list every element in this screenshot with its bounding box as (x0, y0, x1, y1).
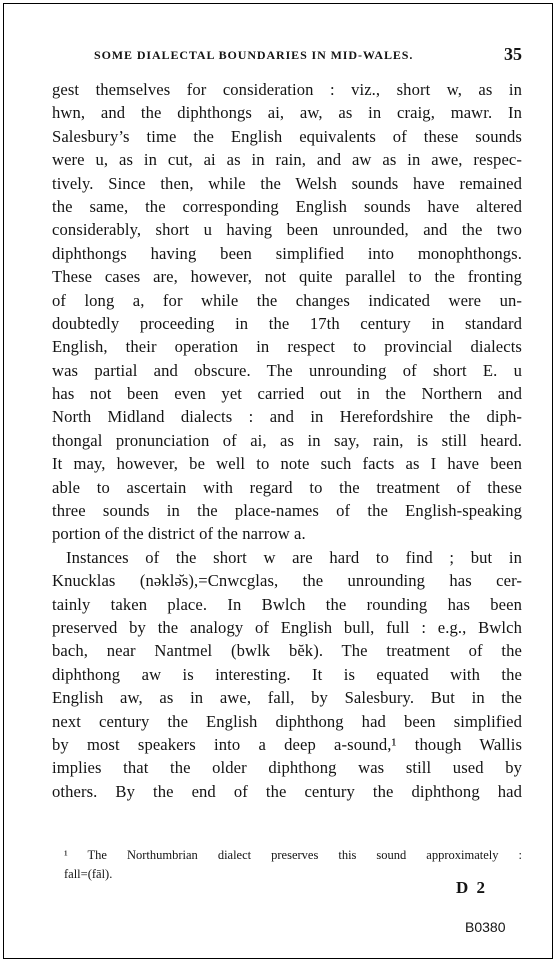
body-line: thongal pronunciation of ai, as in say, rain, is still heard. (52, 430, 522, 450)
footnote (64, 846, 522, 884)
body-line: considerably, short u having been unrounded, and the two (52, 220, 522, 240)
body-line: next century the English diphthong had been simplified (52, 711, 522, 731)
archive-id: B0380 (465, 919, 506, 935)
body-line: portion of the district of the narrow a. (52, 524, 306, 544)
body-line: implies that the older diphthong was still used by (52, 758, 522, 778)
body-line: It may, however, be well to note such facts as I have been (52, 454, 522, 474)
body-line: gest themselves for consideration : viz., short w, as in (52, 80, 522, 99)
body-line: English aw, as in awe, fall, by Salesbury. But in the (52, 688, 522, 708)
body-text (52, 78, 522, 803)
body-line: These cases are, however, not quite parallel to the fronting (52, 267, 522, 287)
running-head (94, 44, 522, 66)
body-line: of long a, for while the changes indicated were un- (52, 290, 522, 310)
body-line: Salesbury’s time the English equivalents of these sounds (52, 126, 522, 146)
body-line: by most speakers into a deep a-sound,¹ though Wallis (52, 734, 522, 754)
body-line: was partial and obscure. The unrounding of short E. u (52, 360, 522, 380)
signature-mark: D 2 (456, 878, 488, 897)
body-line: North Midland dialects : and in Herefordshire the diph- (52, 407, 522, 427)
body-line: hwn, and the diphthongs ai, aw, as in craig, mawr. In (52, 103, 522, 123)
body-line: tainly taken place. In Bwlch the rounding has been (52, 594, 522, 614)
body-line: others. By the end of the century the diphthong had (52, 781, 522, 801)
body-line: tively. Since then, while the Welsh sounds have remained (52, 173, 522, 193)
page-number: 35 (504, 44, 522, 64)
footnote-line: fall=(fāl). (64, 867, 113, 881)
body-line: were u, as in cut, ai as in rain, and aw as in awe, respec- (52, 150, 522, 170)
body-line: Knucklas (nəklə̆s),=Cnwcglas, the unrounding has cer- (52, 571, 522, 591)
body-line: diphthongs having been simplified into monophthongs. (52, 243, 522, 263)
body-line: three sounds in the place-names of the English-speaking (52, 501, 522, 521)
body-line: doubtedly proceeding in the 17th century in standard (52, 313, 522, 333)
body-line: bach, near Nantmel (bwlk bĕk). The treatment of the (52, 641, 522, 661)
body-line: Instances of the short w are hard to find ; but in (66, 547, 522, 567)
body-line: able to ascertain with regard to the treatment of these (52, 477, 522, 497)
footnote-line: ¹ The Northumbrian dialect preserves this sound approximately : (64, 848, 522, 862)
body-line: has not been even yet carried out in the Northern and (52, 384, 522, 404)
body-line: the same, the corresponding English sounds have altered (52, 196, 522, 216)
page (3, 3, 553, 959)
body-line: preserved by the analogy of English bull, full : e.g., Bwlch (52, 617, 522, 637)
body-line: English, their operation in respect to provincial dialects (52, 337, 522, 357)
running-title: SOME DIALECTAL BOUNDARIES IN MID-WALES. (94, 48, 414, 62)
body-line: diphthong aw is interesting. It is equated with the (52, 664, 522, 684)
